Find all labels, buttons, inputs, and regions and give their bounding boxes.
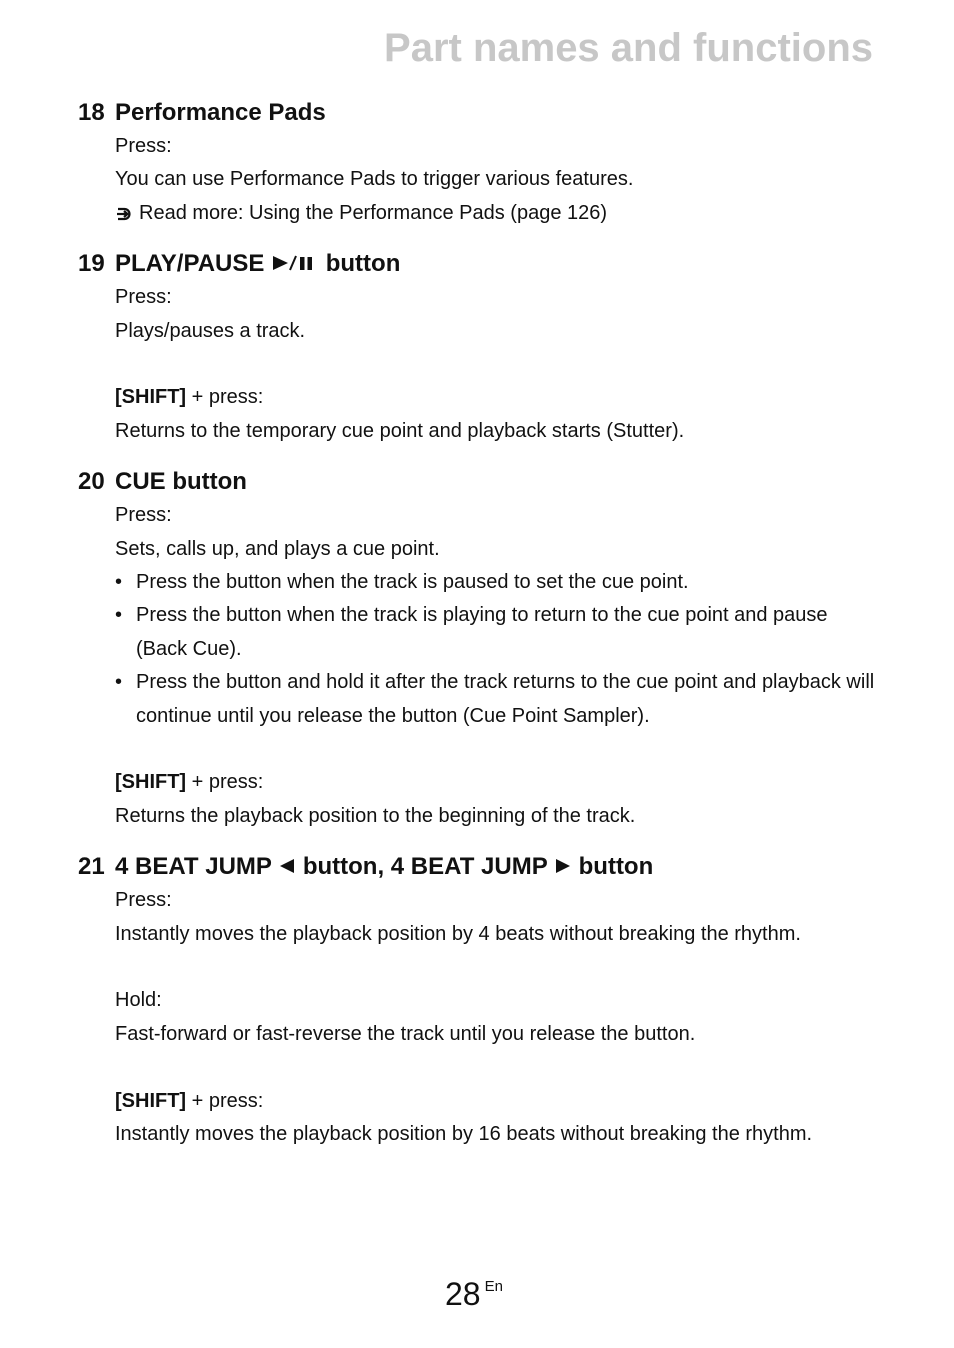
shift-press-label (115, 1085, 898, 1118)
left-triangle-icon (278, 853, 296, 880)
play-pause-icon (271, 250, 319, 277)
spacer (78, 951, 898, 984)
right-triangle-icon (554, 853, 572, 880)
press-label: Press: (115, 504, 172, 527)
list-item-text: Press the button and hold it after the track returns to the cue point and playback will continue until you release the button (Cue Point Sampler). (136, 671, 875, 727)
section-title-prefix: PLAY/PAUSE (115, 250, 265, 278)
shift-suffix: + press: (186, 386, 264, 409)
list-item-text: Press the button when the track is playing to return to the cue point and pause (Back Cue). (136, 604, 828, 660)
shift-press-label (115, 381, 898, 414)
press-label: Press: (115, 286, 172, 309)
section-heading (78, 465, 898, 499)
shift-press-label (115, 766, 898, 799)
shift-description: Returns to the temporary cue point and playback starts (Stutter). (115, 419, 685, 442)
read-more-link[interactable] (115, 197, 898, 230)
shift-description: Returns the playback position to the beginning of the track. (115, 804, 636, 827)
section-performance-pads (78, 96, 898, 230)
bullet-icon: • (115, 604, 123, 627)
shift-description: Instantly moves the playback position by 16 beats without breaking the rhythm. (115, 1123, 813, 1146)
press-description: Sets, calls up, and plays a cue point. (115, 537, 440, 560)
spacer (78, 733, 898, 766)
section-number: 18 (78, 99, 105, 126)
shift-suffix: + press: (186, 771, 264, 794)
section-title-part2: button, 4 BEAT JUMP (302, 853, 548, 881)
press-description: You can use Performance Pads to trigger various features. (115, 168, 634, 191)
section-heading (78, 850, 898, 884)
list-item (115, 666, 898, 733)
list-item (115, 599, 898, 666)
section-play-pause (78, 247, 898, 448)
bullet-icon: • (115, 671, 123, 694)
hold-description: Fast-forward or fast-reverse the track until you release the button. (115, 1022, 696, 1045)
press-description: Plays/pauses a track. (115, 319, 306, 342)
section-title: Performance Pads (115, 99, 326, 126)
press-label: Press: (115, 889, 172, 912)
spacer (78, 1051, 898, 1084)
section-beat-jump (78, 850, 898, 1151)
section-title-part3: button (578, 853, 654, 881)
read-more-text: Read more: Using the Performance Pads (page 126) (139, 201, 608, 224)
page-footer (445, 1276, 503, 1313)
section-title: CUE button (115, 468, 247, 496)
press-label: Press: (115, 135, 172, 157)
list-item (115, 566, 898, 599)
press-description: Instantly moves the playback position by 4 beats without breaking the rhythm. (115, 922, 801, 945)
section-cue-button (78, 465, 898, 833)
list-item-text: Press the button when the track is paused to set the cue point. (136, 571, 689, 594)
arrow-right-icon (115, 197, 139, 230)
main-content (78, 96, 898, 1152)
page-header-title: Part names and functions (384, 26, 873, 70)
hold-label: Hold: (115, 989, 162, 1012)
section-number: 20 (78, 468, 105, 496)
shift-suffix: + press: (186, 1089, 264, 1112)
shift-key-label: [SHIFT] (115, 771, 187, 794)
page-number: 28 (445, 1276, 481, 1312)
section-number: 21 (78, 853, 105, 881)
bullet-icon: • (115, 571, 123, 594)
section-title-suffix: button (325, 250, 401, 278)
section-number: 19 (78, 250, 105, 278)
shift-key-label: [SHIFT] (115, 386, 187, 409)
spacer (78, 348, 898, 381)
section-title-part1: 4 BEAT JUMP (115, 853, 272, 881)
section-heading (78, 247, 898, 281)
shift-key-label: [SHIFT] (115, 1089, 187, 1112)
page-language: En (484, 1278, 503, 1295)
section-heading (78, 96, 898, 130)
